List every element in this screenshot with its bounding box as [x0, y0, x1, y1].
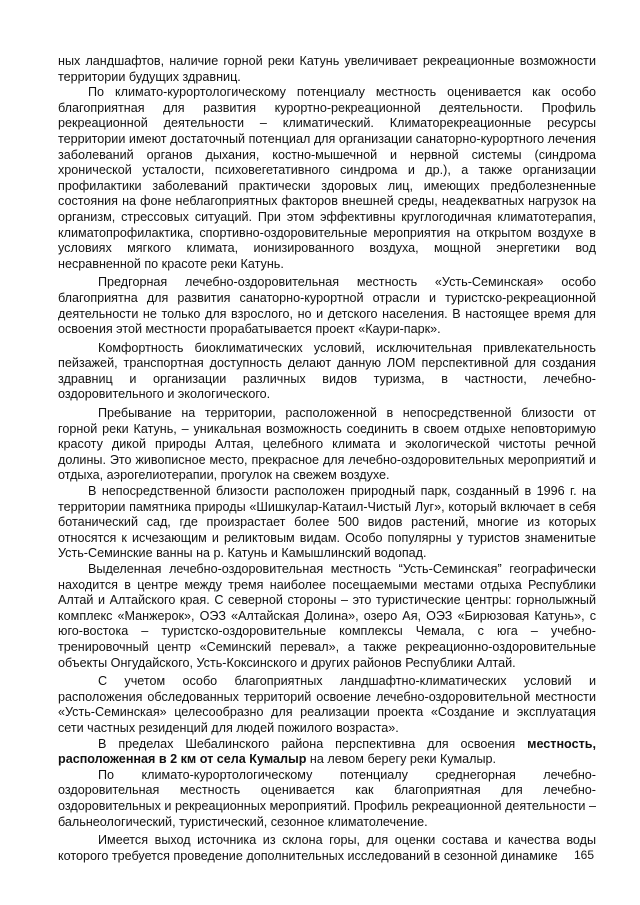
paragraph-4: Комфортность биоклиматических условий, исключительная привлекательность пейзажей, транспортная доступность делают данную ЛОМ перспективной для создания здравниц и организации различных видов туризма, в частности, лечебно-оздоровительного и экологического. [58, 340, 596, 402]
paragraph-3: Предгорная лечебно-оздоровительная местность «Усть-Семинская» особо благоприятна для развития санаторно-курортной отрасли и туристско-рекреационной деятельности не только для взрослого, но и детского населения. В настоящее время для освоения этой местности прорабатывается проект «Каури-парк». [58, 275, 596, 337]
page-body [58, 54, 596, 864]
page-number: 165 [573, 848, 594, 862]
paragraph-1: ных ландшафтов, наличие горной реки Катунь увеличивает рекреационные возможности территории будущих здравниц. [58, 54, 596, 84]
paragraph-2: По климато-курортологическому потенциалу местность оценивается как особо благоприятная для развития курортно-рекреационной деятельности. Профиль рекреационной деятельности – климатический. Климаторекреационные ресурсы территории имеют достаточный потенциал для организации санаторно-курортного лечения заболеваний органов дыхания, костно-мышечной и нервной системы (синдрома хронической усталости, психовегетативного синдрома и др.), а также организации профилактики заболеваний практически здоровых лиц, имеющих предболезненные состояния на фоне неблагоприятных факторов внешней среды, неадекватных нагрузок на организм, стрессовых ситуаций. При этом эффективны круглогодичная климатотерапия, климатопрофилактика, спортивно-оздоровительные мероприятия на открытом воздухе в условиях мягкого климата, ионизированного воздуха, мощной энергетики вод несравненной по красоте реки Катунь. [58, 85, 596, 271]
paragraph-10: По климато-курортологическому потенциалу среднегорная лечебно-оздоровительная местность оценивается как благоприятная для лечебно-оздоровительных и рекреационных мероприятий. Профиль рекреационной деятельности – бальнеологический, туристический, сезонное климатолечение. [58, 767, 596, 829]
paragraph-9-bold: местность, расположенная в 2 км от села Кумалыр [58, 736, 596, 767]
paragraph-6: В непосредственной близости расположен природный парк, созданный в 1996 г. на территории памятника природы «Шишкулар-Катаил-Чистый Луг», который включает в себя ботанический сад, где произрастает более 500 видов растений, многие из которых относятся к исчезающим и реликтовым видам. Особо популярны у туристов знаменитые Усть-Семинские ванны на р. Катунь и Камышлинский водопад. [58, 484, 596, 561]
paragraph-7: Выделенная лечебно-оздоровительная местность “Усть-Семинская” географически находится в центре между тремя наиболее посещаемыми местами отдыха Республики Алтай и Алтайского края. С северной стороны – это туристические центры: горнолыжный комплекс «Манжерок», ОЭЗ «Алтайская Долина», озеро Ая, ОЭЗ «Бирюзовая Катунь», с юго-востока – туристско-оздоровительные комплексы Чемала, с юга – учебно-тренировочный центр «Семинский перевал», а также рекреационно-оздоровительные объекты Онгудайского, Усть-Коксинского и других районов Республики Алтай. [58, 562, 596, 670]
paragraph-9-start: В пределах Шебалинского района перспективна для освоения [98, 736, 528, 751]
paragraph-11: Имеется выход источника из склона горы, для оценки состава и качества воды которого требуется проведение дополнительных исследований в сезонной динамике [58, 833, 596, 863]
paragraph-5: Пребывание на территории, расположенной в непосредственной близости от горной реки Катунь, – уникальная возможность соединить в своем отдыхе неповторимую красоту дикой природы Алтая, целебного климата и экологической чистоты речной долины. Это живописное место, прекрасное для лечебно-оздоровительных мероприятий и отдыха, аэрогелиотерапии, прогулок на свежем воздухе. [58, 406, 596, 483]
paragraph-9-end: на левом берегу реки Кумалыр. [306, 752, 497, 767]
paragraph-8: С учетом особо благоприятных ландшафтно-климатических условий и расположения обследованных территорий освоение лечебно-оздоровительной местности «Усть-Семинская» целесообразно для реализации проекта «Создание и эксплуатация сети частных резиденций для людей пожилого возраста». [58, 674, 596, 735]
paragraph-9 [58, 737, 596, 768]
